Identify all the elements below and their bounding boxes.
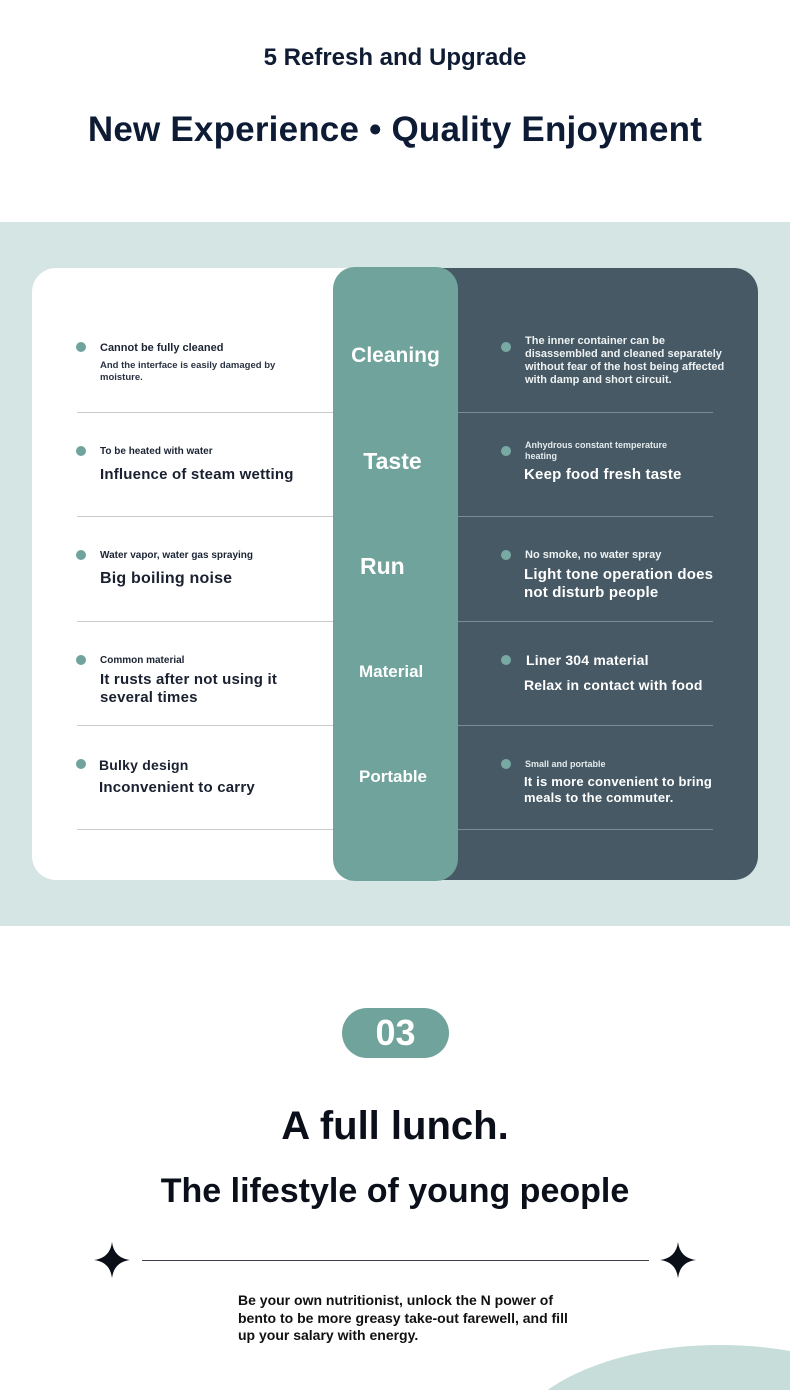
row-cleaning-left-detail: And the interface is easily damaged by moisture.	[100, 360, 276, 383]
category-taste: Taste	[363, 448, 422, 474]
eyebrow-title: 5 Refresh and Upgrade	[263, 44, 527, 71]
headline: New Experience • Quality Enjoyment	[87, 110, 703, 149]
row-divider	[458, 412, 713, 413]
row-taste-right-big: Keep food fresh taste	[524, 466, 682, 483]
row-divider	[77, 516, 333, 517]
bullet-dot	[501, 342, 511, 352]
row-divider	[77, 829, 333, 830]
row-material-left-big: It rusts after not using it several times	[100, 671, 278, 706]
row-portable-right-big: It is more convenient to bring meals to the commuter.	[524, 774, 713, 805]
category-run: Run	[360, 553, 405, 579]
row-taste-left-small: To be heated with water	[100, 446, 213, 457]
bullet-dot	[501, 655, 511, 665]
row-divider	[458, 516, 713, 517]
category-portable: Portable	[359, 767, 428, 786]
bullet-dot	[76, 655, 86, 665]
divider-line	[142, 1260, 649, 1261]
bullet-dot	[76, 759, 86, 769]
decorative-arc	[480, 1340, 790, 1390]
section-subtitle: The lifestyle of young people	[160, 1172, 630, 1210]
bullet-dot	[76, 550, 86, 560]
row-material-right-big2: Relax in contact with food	[524, 677, 703, 693]
row-material-left-small: Common material	[100, 655, 185, 666]
bullet-dot	[501, 446, 511, 456]
row-material-right-big: Liner 304 material	[526, 652, 649, 668]
sparkle-icon	[94, 1242, 130, 1278]
row-portable-right-small: Small and portable	[525, 759, 606, 769]
section-body-text: Be your own nutritionist, unlock the N power of bento to be more greasy take-out farewell, and fill up your salary with energy.	[238, 1292, 568, 1343]
bullet-dot	[76, 446, 86, 456]
row-divider	[77, 621, 333, 622]
row-taste-right-small: Anhydrous constant temperature heating	[525, 440, 668, 461]
row-divider	[458, 725, 713, 726]
row-cleaning-right-detail: The inner container can be disassembled and cleaned separately without fear of the host being affected with damp and short circuit.	[525, 335, 725, 386]
row-run-left-small: Water vapor, water gas spraying	[100, 550, 254, 561]
row-cleaning-left-title: Cannot be fully cleaned	[100, 342, 224, 354]
row-portable-left-big2: Inconvenient to carry	[99, 779, 255, 796]
bullet-dot	[501, 550, 511, 560]
row-run-right-big: Light tone operation does not disturb people	[524, 566, 714, 601]
section-title: A full lunch.	[281, 1104, 509, 1148]
sparkle-icon	[660, 1242, 696, 1278]
row-portable-left-big: Bulky design	[99, 757, 189, 773]
bullet-dot	[501, 759, 511, 769]
category-material: Material	[359, 662, 424, 681]
row-divider	[458, 829, 713, 830]
bullet-dot	[76, 342, 86, 352]
row-divider	[77, 412, 333, 413]
category-cleaning: Cleaning	[351, 344, 440, 367]
row-divider	[458, 621, 713, 622]
row-divider	[77, 725, 333, 726]
row-run-left-big: Big boiling noise	[100, 570, 233, 587]
row-run-right-small: No smoke, no water spray	[525, 549, 662, 561]
section-number-badge: 03	[342, 1008, 449, 1058]
row-taste-left-big: Influence of steam wetting	[100, 466, 294, 483]
